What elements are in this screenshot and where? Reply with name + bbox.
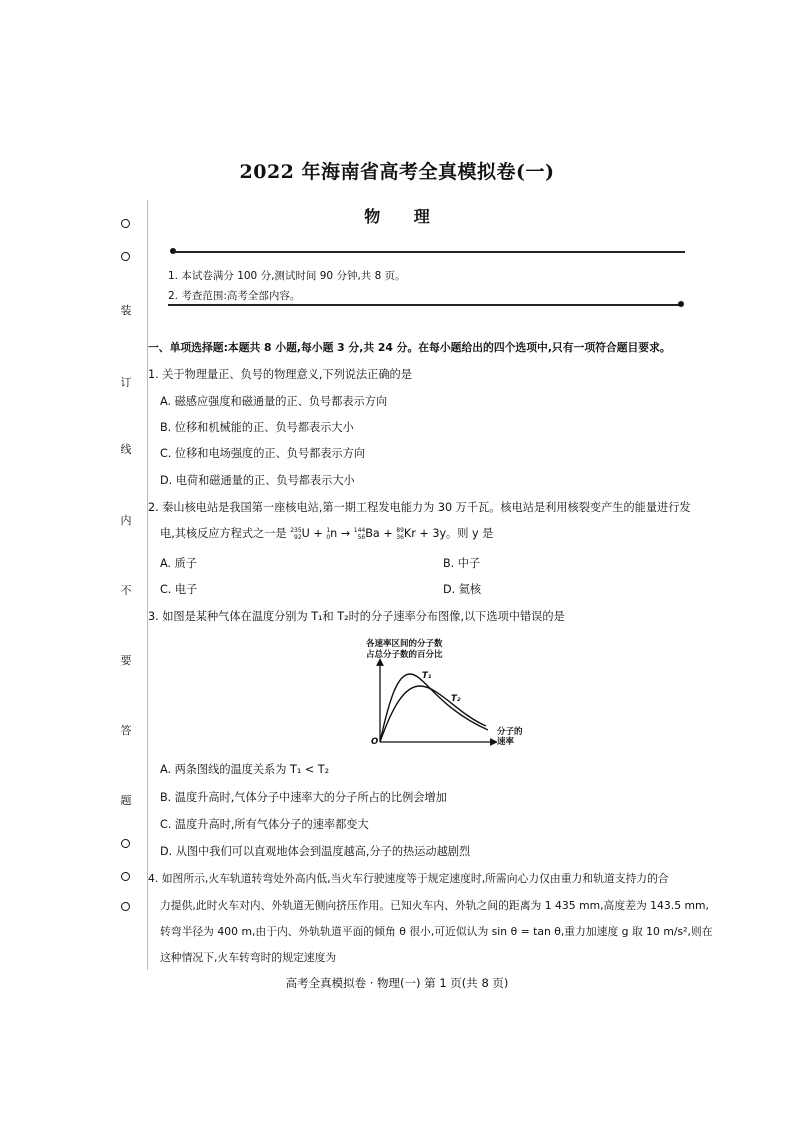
q2-stem-tail: + 3y。则 y 是 <box>419 527 494 540</box>
u-symbol: U <box>301 527 310 540</box>
subject-title: 物 理 <box>364 207 444 226</box>
q2-stem-line2 <box>160 527 493 541</box>
exam-title: 2022 年海南省高考全真模拟卷(一) <box>239 161 555 183</box>
binding-hole-top-1 <box>121 219 130 228</box>
plus-sign: + <box>309 527 327 540</box>
nuclide-krypton <box>396 527 419 540</box>
nuclide-neutron <box>326 527 340 540</box>
curve-t1 <box>380 674 488 742</box>
ba-atomic-number: 56 <box>357 534 366 541</box>
q4-line3: 转弯半径为 400 m,由于内、外轨轨道平面的倾角 θ 很小,可近似认为 sin θ = tan θ,重力加速度 g 取 10 m/s²,则在 <box>160 925 713 938</box>
q3-option-a: A. 两条图线的温度关系为 T₁ < T₂ <box>160 763 330 776</box>
q3-stem: 3. 如图是某种气体在温度分别为 T₁和 T₂时的分子速率分布图像,以下选项中错误的是 <box>148 610 565 623</box>
kr-symbol: Kr <box>403 527 416 540</box>
figure-xlabel-line1: 分子的 <box>497 727 523 737</box>
q2-option-b: B. 中子 <box>443 557 481 570</box>
reaction-arrow: → <box>340 527 351 540</box>
page-footer: 高考全真模拟卷 · 物理(一) 第 1 页(共 8 页) <box>285 976 509 990</box>
kr-mass-number: 89 <box>396 527 404 534</box>
binding-char: 题 <box>120 794 132 807</box>
q2-stem-intro: 电,其核反应方程式之一是 <box>160 527 287 540</box>
q1-option-d: D. 电荷和磁通量的正、负号都表示大小 <box>160 474 355 487</box>
q1-option-c: C. 位移和电场强度的正、负号都表示方向 <box>160 447 366 460</box>
q3-option-c: C. 温度升高时,所有气体分子的速率都变大 <box>160 818 369 831</box>
figure-origin: O <box>371 737 379 747</box>
curve-t2 <box>380 686 486 742</box>
curve-label-t1: T₁ <box>422 671 432 681</box>
q2-stem-line1: 2. 秦山核电站是我国第一座核电站,第一期工程发电能力为 30 万千瓦。核电站是利用核裂变产生的能量进行发 <box>148 501 691 514</box>
q1-option-b: B. 位移和机械能的正、负号都表示大小 <box>160 421 354 434</box>
figure-xlabel-line2: 速率 <box>497 737 515 747</box>
binding-char: 装 <box>120 304 132 317</box>
binding-hole-bottom-3 <box>121 902 130 911</box>
rule-dot-right <box>678 301 684 307</box>
figure-ylabel-line2: 占总分子数的百分比 <box>366 650 443 660</box>
u-atomic-number: 92 <box>294 534 302 541</box>
binding-char: 答 <box>120 724 132 737</box>
q2-option-a: A. 质子 <box>160 557 197 570</box>
top-rule <box>173 251 685 253</box>
figure-ylabel-line1: 各速率区间的分子数 <box>366 639 443 649</box>
binding-char: 内 <box>120 514 132 527</box>
bottom-rule <box>168 304 680 306</box>
q2-option-d: D. 氦核 <box>443 583 482 596</box>
q4-line1: 4. 如图所示,火车轨道转弯处外高内低,当火车行驶速度等于规定速度时,所需向心力仅由重力和轨道支持力的合 <box>148 872 669 885</box>
q4-line2: 力提供,此时火车对内、外轨道无侧向挤压作用。已知火车内、外轨之间的距离为 1 435 mm,高度差为 143.5 mm, <box>160 899 709 912</box>
speed-distribution-figure <box>368 656 498 748</box>
n-symbol: n <box>330 527 338 540</box>
binding-char: 线 <box>120 443 132 456</box>
curve-label-t2: T₂ <box>451 694 461 704</box>
nuclide-barium <box>350 527 383 540</box>
q3-option-d: D. 从图中我们可以直观地体会到温度越高,分子的热运动越剧烈 <box>160 845 471 858</box>
binding-line <box>147 200 148 970</box>
q2-option-c: C. 电子 <box>160 583 198 596</box>
binding-char: 不 <box>120 584 132 597</box>
ba-symbol: Ba <box>365 527 380 540</box>
binding-hole-bottom-2 <box>121 872 130 881</box>
ba-mass-number: 144 <box>353 527 366 534</box>
q1-option-a: A. 磁感应强度和磁通量的正、负号都表示方向 <box>160 395 388 408</box>
kr-atomic-number: 36 <box>396 534 404 541</box>
note-2: 2. 考查范围:高考全部内容。 <box>168 290 301 302</box>
section-heading: 一、单项选择题:本题共 8 小题,每小题 3 分,共 24 分。在每小题给出的四个选项中,只有一项符合题目要求。 <box>148 341 671 354</box>
n-atomic-number: 0 <box>326 534 331 541</box>
plus-sign: + <box>383 527 397 540</box>
binding-char: 要 <box>120 654 132 667</box>
u-mass-number: 235 <box>290 527 302 534</box>
q3-option-b: B. 温度升高时,气体分子中速率大的分子所占的比例会增加 <box>160 791 447 804</box>
q4-line4: 这种情况下,火车转弯时的规定速度为 <box>160 951 337 964</box>
binding-hole-bottom-1 <box>121 839 130 848</box>
binding-char: 订 <box>120 376 132 389</box>
nuclide-uranium <box>290 527 310 541</box>
binding-hole-top-2 <box>121 252 130 261</box>
note-1: 1. 本试卷满分 100 分,测试时间 90 分钟,共 8 页。 <box>168 270 406 282</box>
q1-stem: 1. 关于物理量正、负号的物理意义,下列说法正确的是 <box>148 368 412 381</box>
n-mass-number: 1 <box>326 527 331 534</box>
